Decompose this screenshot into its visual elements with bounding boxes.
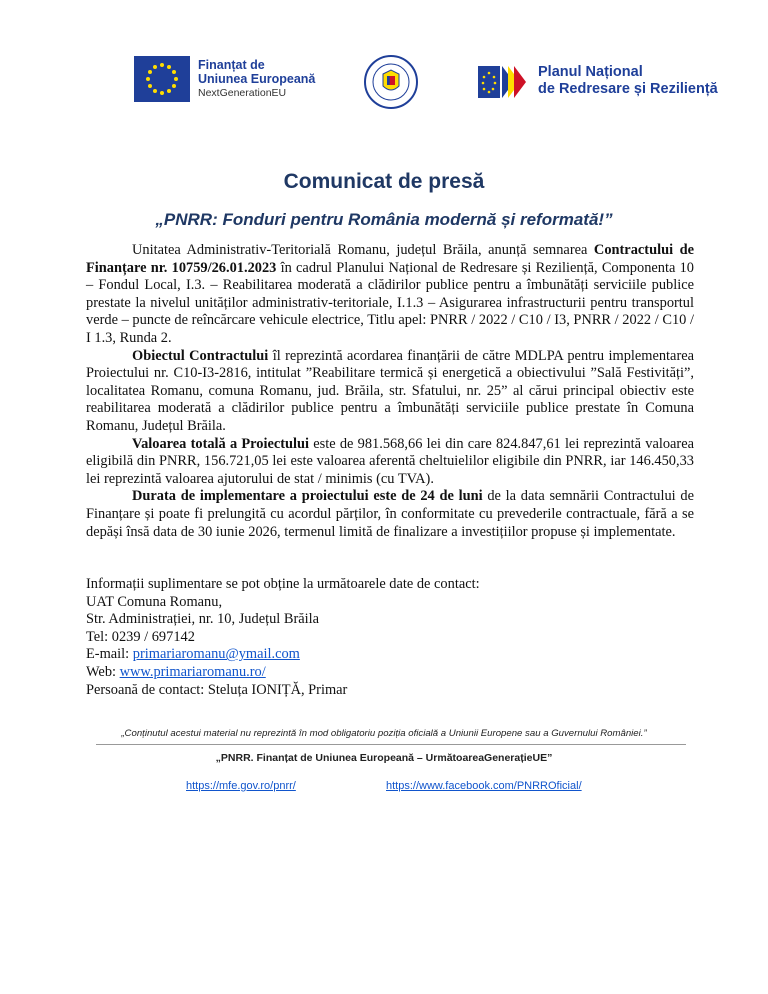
- p1-bold1: Contractului de Finanțare nr. 10759/26.01.2023: [86, 242, 694, 276]
- pnrr-logo-line2: de Redresare și Reziliență: [538, 81, 718, 97]
- footer-disclaimer: „Conținutul acestui material nu reprezintă în mod obligatoriu poziția oficială a Uniunii Europene sau a Guvernului României.”: [121, 728, 647, 739]
- contact-email-link[interactable]: primariaromanu@ymail.com: [132, 646, 300, 663]
- romanian-government-seal-icon: [363, 54, 419, 110]
- contact-address: Str. Administrației, nr. 10, Județul Brăila: [86, 611, 320, 628]
- pnrr-logo: [478, 62, 718, 106]
- contact-org: UAT Comuna Romanu,: [86, 593, 223, 610]
- contact-web-link[interactable]: www.primariaromanu.ro/: [119, 663, 266, 680]
- contact-person: Persoană de contact: Steluța IONIȚĂ, Primar: [86, 681, 348, 698]
- contact-intro: Informații suplimentare se pot obține la următoarele date de contact:: [86, 576, 480, 592]
- footer-tagline: „PNRR. Finanțat de Uniunea Europeană – UrmătoareaGenerațieUE”: [215, 752, 553, 764]
- eu-logo-line1: Finanțat de: [198, 58, 265, 72]
- footer-divider: [96, 744, 686, 745]
- footer-link-facebook[interactable]: https://www.facebook.com/PNRROficial/: [386, 780, 582, 792]
- eu-flag-icon: [134, 56, 190, 102]
- contact-web-row: [86, 664, 694, 682]
- paragraph-contract: [86, 242, 694, 348]
- paragraph-object: [86, 348, 694, 436]
- contact-tel: Tel: 0239 / 697142: [86, 628, 195, 645]
- paragraph-value: [86, 436, 694, 489]
- p4-text1: de la data semnării Contractului de Finanțare și poate fi prelungită cu acordul părților, în conformitate cu prevederile contractuale, fără a se depăși însă data de 30 iunie 2026, termenul limită de finalizare a investițiilor propuse și implementate.: [86, 488, 694, 540]
- press-release-body: [86, 242, 694, 541]
- eu-logo-line2: Uniunea Europeană: [198, 72, 316, 86]
- eu-logo-line3: NextGenerationEU: [198, 87, 287, 99]
- p3-text1: este de 981.568,66 lei din care 824.847,61 lei reprezintă valoarea eligibilă din PNRR, 156.721,05 lei este valoarea aferentă cheltuielilor eligibile din PNRR, iar 146.450,33 lei reprezintă valoarea ajutorului de stat / minimis (cu TVA).: [86, 435, 694, 487]
- pnrr-logo-line1: Planul Național: [538, 64, 643, 80]
- p4-bold1: Durata de implementare a proiectului este de 24 de luni: [132, 488, 483, 505]
- page-title: Comunicat de presă: [283, 170, 485, 193]
- contact-email-label: E-mail:: [86, 646, 133, 663]
- contact-block: [86, 576, 694, 699]
- page-subtitle: „PNRR: Fonduri pentru România modernă și reformată!”: [155, 210, 613, 229]
- eu-funding-logo: [134, 56, 346, 108]
- p3-bold1: Valoarea totală a Proiectului: [132, 435, 310, 452]
- footer-link-mfe[interactable]: https://mfe.gov.ro/pnrr/: [186, 780, 296, 792]
- pnrr-logo-text: [538, 64, 718, 98]
- header-logos: [0, 52, 768, 114]
- p2-text1: îl reprezintă acordarea finanțării de către MDLPA pentru implementarea Proiectului nr. C10-I3-2816, intitulat ”Reabilitare termică și energetică a obiectivului ”Sală Festivități”, localitatea Romanu, comuna Romanu, jud. Brăila, str. Sfatului, nr. 25” al cărui principal obiectiv este reabilitarea moderată a clădirilor publice pentru a îmbunătăți serviciile publice prestate în Comuna Romanu, Județul Brăila.: [86, 347, 695, 434]
- p1-text1: Unitatea Administrativ-Teritorială Romanu, județul Brăila, anunță semnarea: [132, 242, 594, 258]
- p2-bold1: Obiectul Contractului: [132, 347, 269, 364]
- p1-text2: în cadrul Planului Național de Redresare și Reziliență, Componenta 10 – Fondul Local, I.3. – Reabilitarea moderată a clădirilor publice pentru a îmbunătăți serviciile publice prestate la nivelul unităților administrativ-teritoriale, I.1.3 – Asigurarea infrastructurii pentru transportul verde – puncte de reîncărcare vehicule electrice, Titlu apel: PNRR / 2022 / C10 / I3, PNRR / 2022 / C10 / I 1.3, Runda 2.: [86, 259, 694, 346]
- contact-email-row: [86, 646, 694, 664]
- contact-web-label: Web:: [86, 663, 120, 680]
- eu-logo-text: [198, 58, 315, 101]
- paragraph-duration: [86, 488, 694, 541]
- pnrr-flag-mark-icon: [478, 64, 534, 100]
